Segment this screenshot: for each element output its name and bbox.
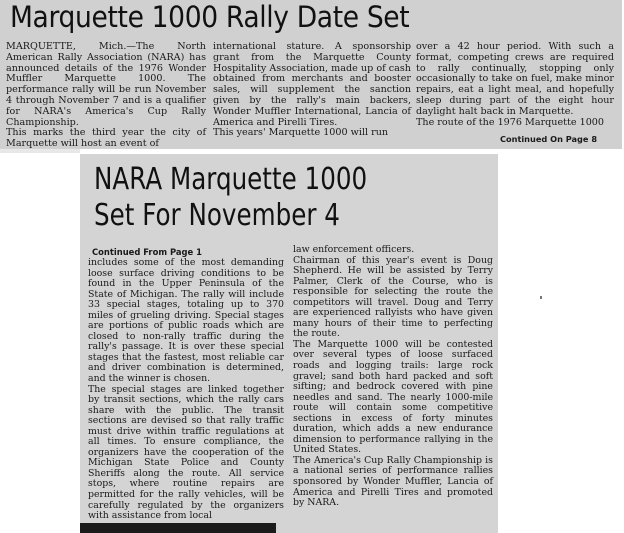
newspaper-clipping-bottom	[80, 154, 498, 533]
article-column-2: international stature. A sponsorship grant from the Marquette County Hospitality Association, made up of cash obtained from merchants and booster sales, will supplement the sanction given by the rally's main backers, Wonder Muffler International, Lancia of America and Pirelli Tires. This years' Marquette 1000 will run	[213, 41, 411, 139]
article-column-1: MARQUETTE, Mich.—The North American Rally Association (NARA) has announced details of the 1976 Wonder Muffler Marquette 1000. The performance rally will be run November 4 through November 7 and is a qualifier for NARA's America's Cup Rally Championship. This marks the third year the city of Marquette will host an event of	[6, 41, 206, 149]
continued-from-note: Continued From Page 1	[92, 247, 202, 257]
scan-edge-bar	[80, 523, 276, 533]
headline: NARA Marquette 1000 Set For November 4	[94, 162, 368, 233]
page-edge-shadow	[0, 149, 80, 153]
continued-on-note: Continued On Page 8	[500, 134, 598, 144]
article-column-1: includes some of the most demanding loose surface driving conditions to be found in the Upper Peninsula of the State of Michigan. The rally will include 33 special stages, totaling up to 370 miles of grueling driving. Special stages are portions of public roads which are closed to non-rally traffic during the rally's passage. It is over these special stages that the fastest, most reliable car and driver combination is determined, and the winner is chosen. The special stages are linked together by transit sections, which the rally cars share with the public. The transit sections are devised so that rally traffic must drive within traffic regulations at all times. To ensure compliance, the organizers have the cooperation of the Michigan State Police and County Sheriffs along the route. All service stops, where routine repairs are permitted for the rally vehicles, will be carefully regulated by the organizers with assistance from local	[88, 257, 284, 522]
margin-mark	[540, 296, 542, 299]
article-column-3: over a 42 hour period. With such a format, competing crews are required to rally continually, stopping only occasionally to take on fuel, make minor repairs, eat a light meal, and hopefully sleep during part of the eight hour daylight halt back in Marquette. The route of the 1976 Marquette 1000	[416, 41, 614, 128]
newspaper-clipping-top	[0, 0, 622, 149]
headline: Marquette 1000 Rally Date Set	[10, 0, 410, 34]
article-column-2: law enforcement officers. Chairman of this year's event is Doug Shepherd. He will be assisted by Terry Palmer, Clerk of the Course, who is responsible for selecting the route the competitors will travel. Doug and Terry are experienced rallyists who have given many hours of their time to perfecting the route. The Marquette 1000 will be contested over several types of loose surfaced roads and logging trails: large rock gravel; sand both hard packed and soft sifting; and bedrock covered with pine needles and sand. The nearly 1000-mile route will contain some competitive sections in excess of forty minutes duration, which adds a new endurance dimension to performance rallying in the United States. The America's Cup Rally Championship is a national series of performance rallies sponsored by Wonder Muffler, Lancia of America and Pirelli Tires and promoted by NARA.	[293, 244, 493, 509]
